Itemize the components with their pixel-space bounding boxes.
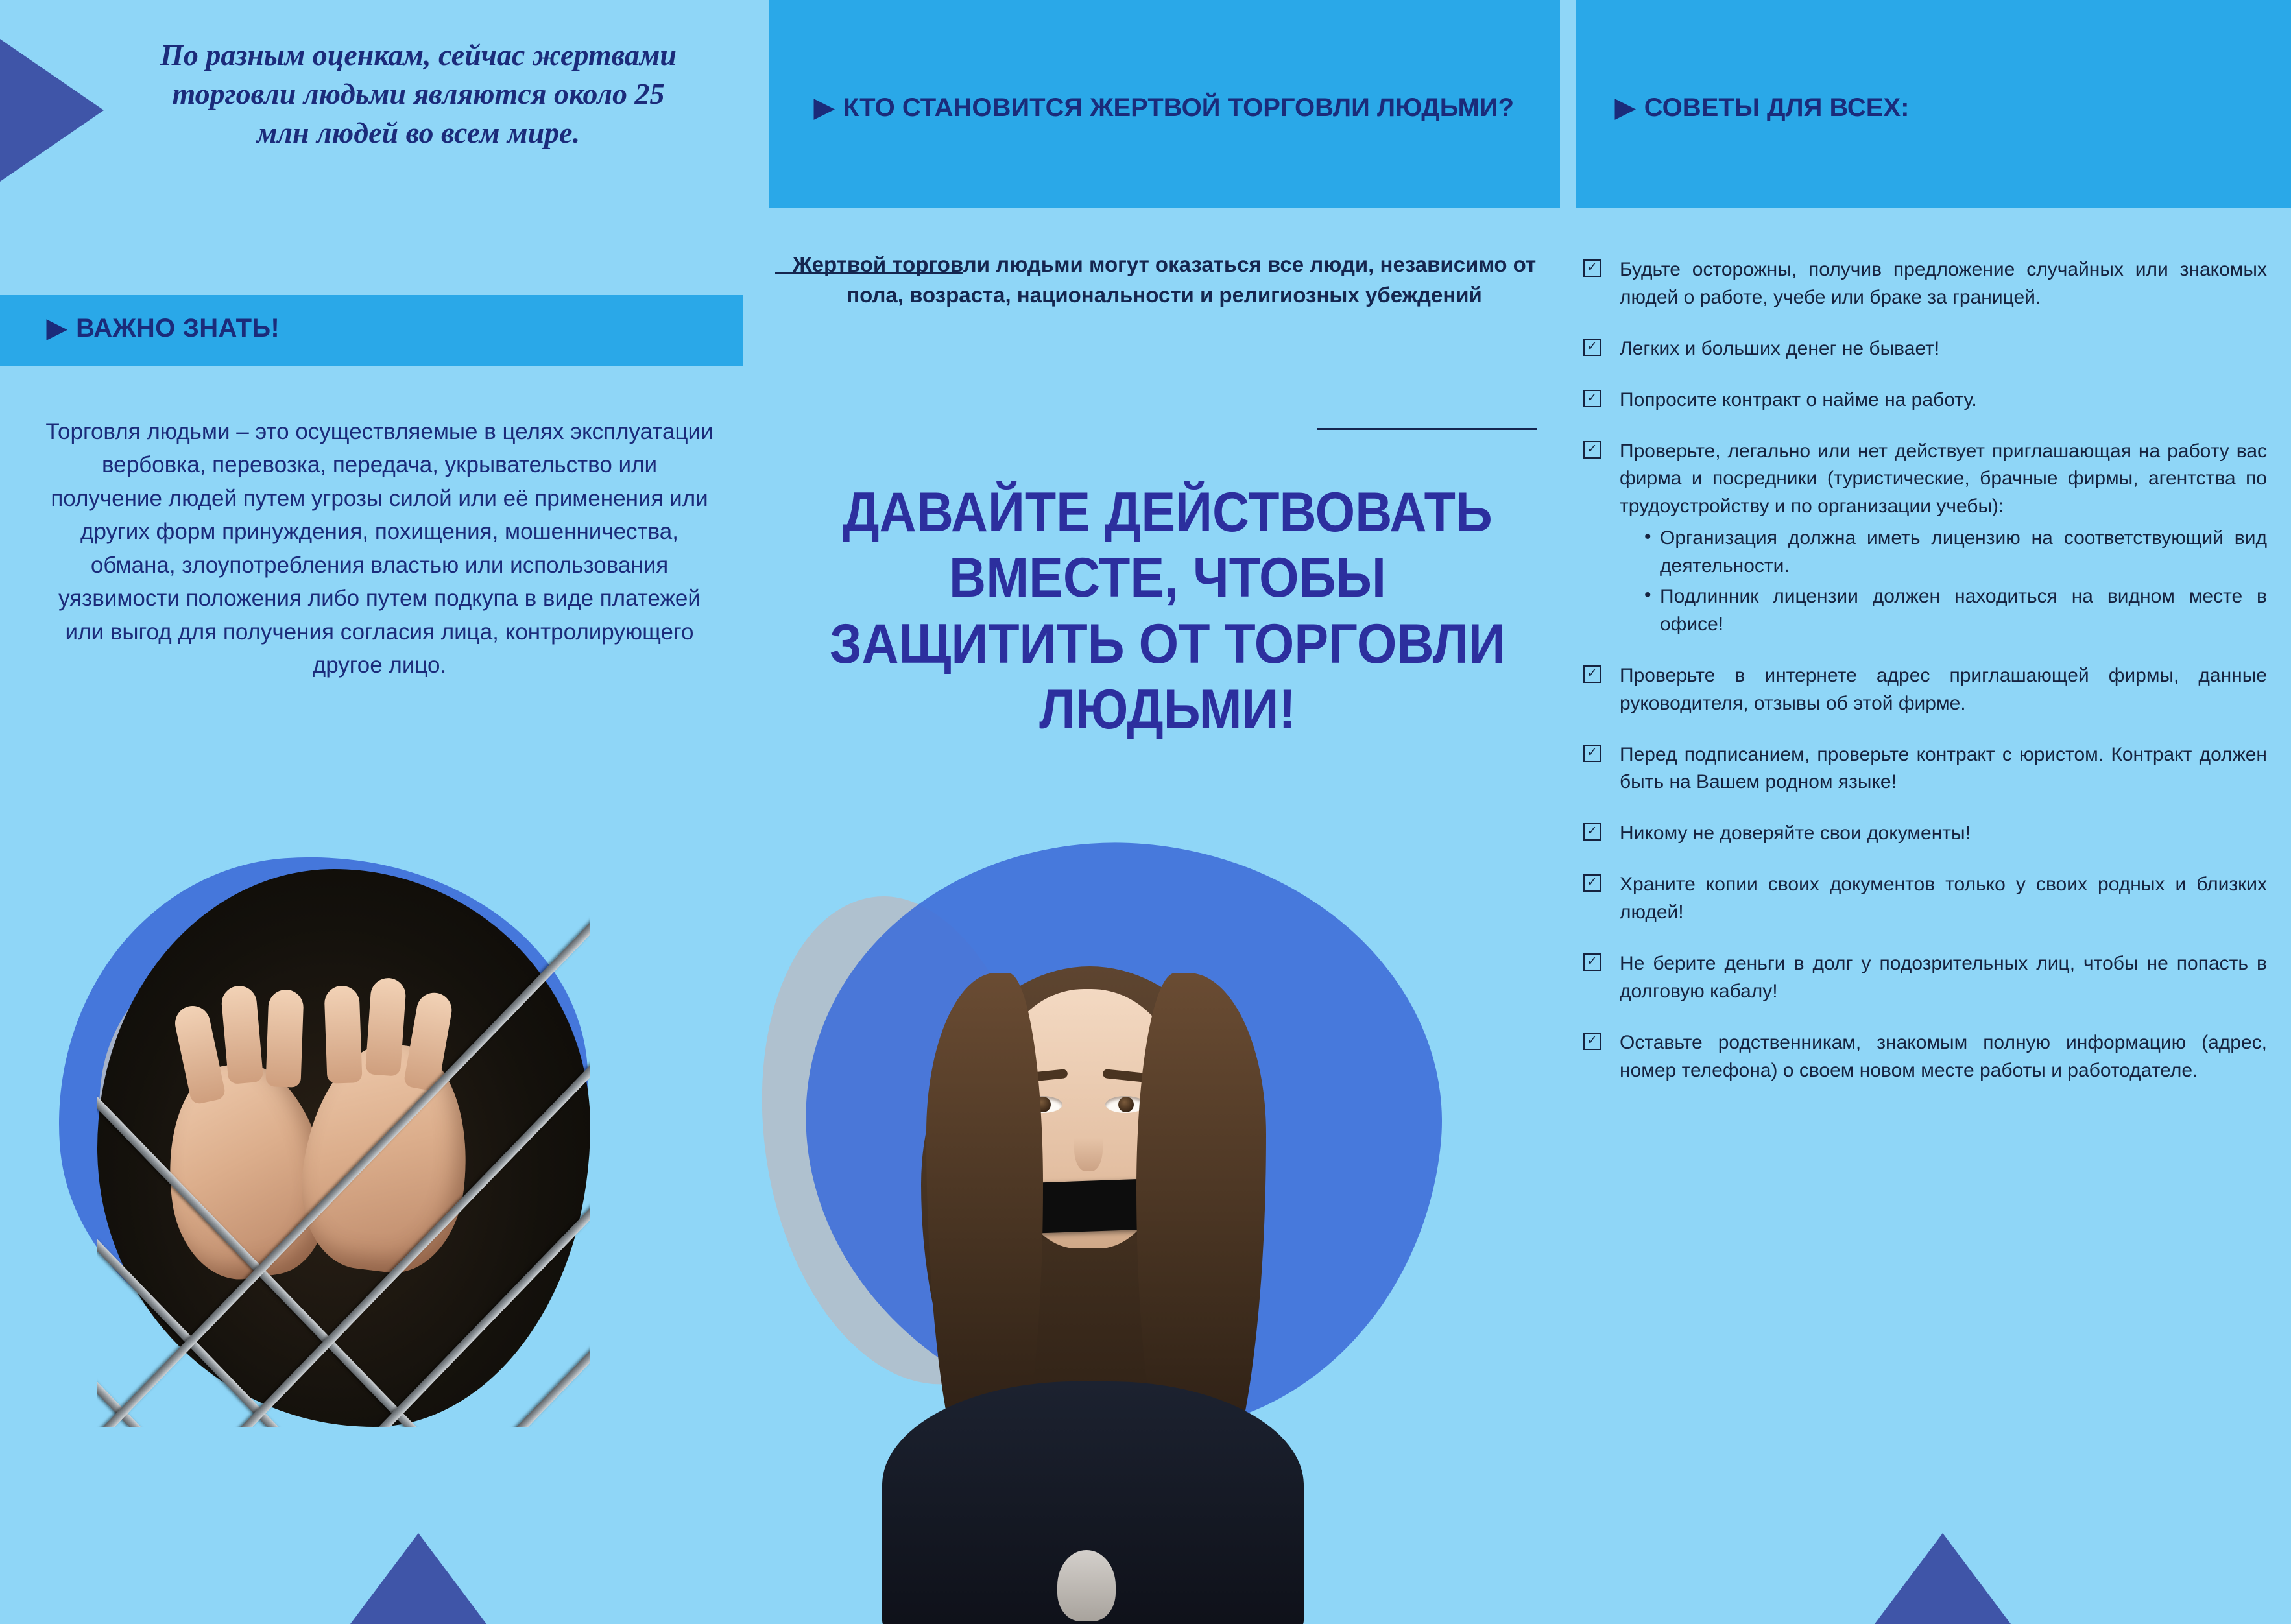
headline-statistic: По разным оценкам, сейчас жертвами торговли людьми являются около 25 млн людей во всем мире. [160, 38, 677, 149]
tip-item [1579, 1029, 2267, 1085]
definition-text: Торговля людьми – это осуществляемые в целях эксплуатации вербовка, перевозка, передача, укрывательство или получение людей путем угрозы силой или её применения или других форм принуждения, похищения, мошенничества, обмана, злоупотребления властью или использования уязвимости положения либо путем подкупа в виде платежей или выгод для получения согласия лица, контролирующего другое лицо. [45, 419, 714, 678]
band-tips-text: СОВЕТЫ ДЛЯ ВСЕХ: [1644, 93, 1910, 122]
rule-line-right [1317, 428, 1537, 430]
tip-item [1579, 741, 2267, 797]
tip-item [1579, 335, 2267, 363]
checkbox-icon: ✓ [1583, 953, 1601, 971]
band-important-text: ВАЖНО ЗНАТЬ! [76, 314, 280, 342]
tip-text: Не берите деньги в долг у подозрительных лиц, чтобы не попасть в долговую кабалу! [1620, 953, 2267, 1002]
checkbox-icon: ✓ [1583, 441, 1601, 459]
triangle-decoration-bottom-left [350, 1533, 486, 1624]
triangle-decoration-bottom-right [1875, 1533, 2011, 1624]
tip-text: Проверьте в интернете адрес приглашающей фирмы, данные руководителя, отзывы об этой фирме. [1620, 664, 2267, 714]
band-tips-label [1615, 91, 1909, 125]
photo-hands-behind-fence [97, 869, 590, 1427]
band-tips-for-everyone [1576, 0, 2291, 208]
tip-text: Храните копии своих документов только у своих родных и близких людей! [1620, 874, 2267, 924]
tip-item [1579, 387, 2267, 414]
tip-item [1579, 871, 2267, 927]
arrow-icon: ▶ [814, 93, 834, 122]
tip-subitem: • Организация должна иметь лицензию на соответствующий вид деятельности. [1642, 525, 2267, 580]
checkbox-icon: ✓ [1583, 874, 1601, 892]
tip-item [1579, 438, 2267, 639]
arrow-icon: ▶ [1615, 93, 1635, 122]
tip-text: Попросите контракт о найме на работу. [1620, 388, 1977, 411]
tip-text: Легких и больших денег не бывает! [1620, 337, 1940, 359]
band-who-text: КТО СТАНОВИТСЯ ЖЕРТВОЙ ТОРГОВЛИ ЛЮДЬМИ? [843, 93, 1515, 122]
tip-text: Перед подписанием, проверьте контракт с юристом. Контракт должен быть на Вашем родном языке! [1620, 743, 2267, 793]
tip-text: Оставьте родственникам, знакомым полную информацию (адрес, номер телефона) о своем новом месте работы и работодателе. [1620, 1031, 2267, 1081]
tip-text: Будьте осторожны, получив предложение случайных или знакомых людей о работе, учебе или браке за границей. [1620, 259, 2267, 308]
tip-item [1579, 256, 2267, 312]
checkbox-icon: ✓ [1583, 339, 1601, 356]
band-who-becomes-victim [769, 0, 1560, 208]
tip-text: Никому не доверяйте свои документы! [1620, 822, 1971, 844]
call-to-action-title: ДАВАЙТЕ ДЕЙСТВОВАТЬ ВМЕСТЕ, ЧТОБЫ ЗАЩИТИТЬ ОТ ТОРГОВЛИ ЛЮДЬМИ! [829, 481, 1506, 741]
photo-iris-right [1118, 1097, 1134, 1112]
checkbox-icon: ✓ [1583, 665, 1601, 683]
victim-description-text: Жертвой торговли людьми могут оказаться все люди, независимо от пола, возраста, национальности и религиозных убеждений [792, 252, 1537, 307]
checkbox-icon: ✓ [1583, 259, 1601, 277]
checkbox-icon: ✓ [1583, 823, 1601, 841]
triangle-decoration-left [0, 39, 104, 182]
checkbox-icon: ✓ [1583, 1033, 1601, 1050]
band-important-to-know [0, 295, 743, 366]
band-who-label [814, 91, 1514, 125]
tip-item [1579, 662, 2267, 718]
photo-fence-overlay [97, 869, 590, 1427]
checkbox-icon: ✓ [1583, 745, 1601, 762]
photo-shirt-print [1057, 1550, 1116, 1621]
tip-item [1579, 950, 2267, 1006]
checkbox-icon: ✓ [1583, 390, 1601, 407]
tip-subitem: • Подлинник лицензии должен находиться на видном месте в офисе! [1642, 583, 2267, 639]
arrow-icon: ▶ [47, 314, 67, 342]
band-important-label [47, 313, 280, 343]
tips-list [1579, 256, 2267, 1108]
photo-nose [1074, 1116, 1103, 1171]
photo-woman-taped-mouth [843, 927, 1336, 1624]
tip-text: Проверьте, легально или нет действует приглашающая на работу вас фирма и посредники (туристические, брачные фирмы, агентства по трудоустройству и по организации учебы): [1620, 440, 2267, 518]
tip-item [1579, 820, 2267, 848]
tip-sublist [1620, 525, 2267, 639]
